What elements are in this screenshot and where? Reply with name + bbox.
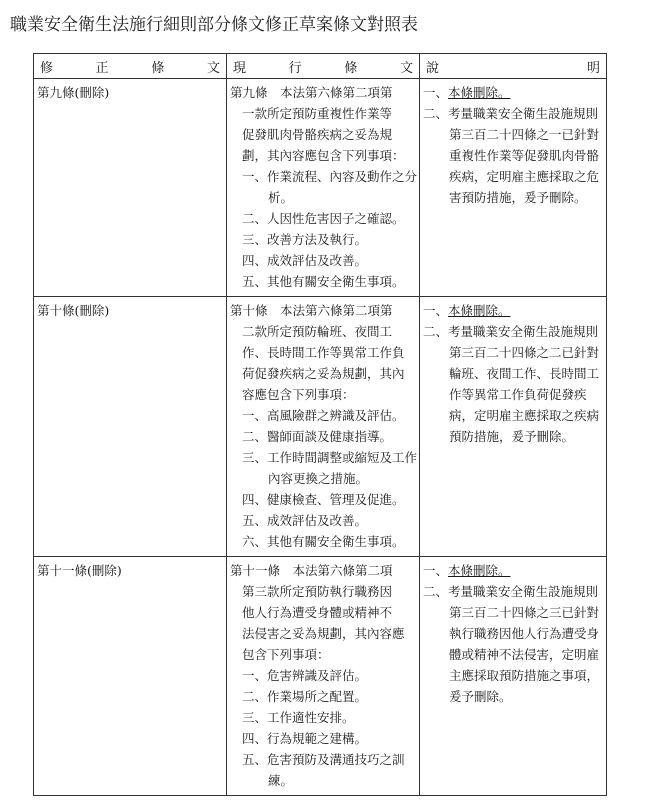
- current-item: 三、改善方法及執行。: [242, 232, 368, 247]
- note-number: 一、: [423, 563, 449, 578]
- current-item: 三、工作適性安排。: [242, 710, 355, 725]
- header-current-char: 行: [288, 60, 302, 76]
- current-item: 四、健康檢查、管理及促進。: [242, 492, 405, 507]
- current-item: 五、其他有關安全衛生事項。: [242, 274, 405, 289]
- amended-cell: [34, 79, 227, 297]
- header-amended: [34, 54, 227, 79]
- explanation-note: [423, 581, 604, 707]
- current-text-line: 第三款所定預防執行職務因: [242, 584, 393, 599]
- current-item: 一、危害辨識及評估。: [242, 668, 368, 683]
- document-title: 職業安全衛生法施行細則部分條文修正草案條文對照表: [10, 15, 418, 35]
- amended-cell: [34, 557, 227, 796]
- current-cell: [227, 557, 420, 796]
- current-item: 二、人因性危害因子之確認。: [242, 211, 405, 226]
- note-number: 二、: [423, 324, 449, 339]
- table-row: [34, 79, 607, 297]
- header-row: [34, 54, 607, 79]
- header-explanation-char: 明: [586, 60, 600, 76]
- header-amended-char: 修: [40, 60, 54, 76]
- current-cell: [227, 79, 420, 297]
- current-item: 一、作業流程、內容及動作之分析。: [242, 169, 418, 205]
- header-current: [227, 54, 420, 79]
- current-text-line: 一款所定預防重複性作業等: [242, 106, 393, 121]
- explanation-cell: [420, 79, 607, 297]
- current-item: 三、工作時間調整或縮短及工作內容更換之措施。: [242, 450, 418, 486]
- current-text-line: 第十一條 本法第六條第二項: [230, 563, 393, 578]
- header-amended-char: 正: [95, 60, 109, 76]
- note-text: 考量職業安全衛生設施規則第三百二十四條之一已針對重複性作業等促發肌肉骨骼疾病，定明雇主應採取之危害預防措施，爰予刪除。: [448, 106, 600, 205]
- current-item: 一、高風險群之辨識及評估。: [242, 408, 405, 423]
- header-current-char: 文: [399, 60, 413, 76]
- note-text: 考量職業安全衛生設施規則第三百二十四條之三已針對執行職務因他人行為遭受身體或精神不法侵害，定明雇主應採取預防措施之事項，爰予刪除。: [448, 584, 600, 704]
- current-text-line: 荷促發疾病之妥為規劃，其內: [242, 366, 405, 381]
- current-text-line: 第九條 本法第六條第二項第: [230, 85, 393, 100]
- current-text-line: 劃，其內容應包含下列事項：: [242, 148, 405, 163]
- table-row: [34, 557, 607, 796]
- current-item: 五、成效評估及改善。: [242, 513, 368, 528]
- header-current-char: 現: [233, 60, 247, 76]
- current-item: 四、行為規範之建構。: [242, 731, 368, 746]
- current-item: 六、其他有關安全衛生事項。: [242, 534, 405, 549]
- current-item: 二、作業場所之配置。: [242, 689, 368, 704]
- current-text-line: 容應包含下列事項：: [242, 387, 355, 402]
- header-current-char: 條: [344, 60, 358, 76]
- explanation-cell: [420, 557, 607, 796]
- amended-article: 第十一條(刪除): [37, 563, 122, 578]
- note-number: 一、: [423, 85, 449, 100]
- note-text: 本條刪除。: [448, 85, 511, 100]
- header-explanation: [420, 54, 607, 79]
- current-text-line: 第十條 本法第六條第二項第: [230, 303, 393, 318]
- explanation-note: [423, 300, 604, 321]
- header-explanation-char: 說: [426, 60, 440, 76]
- current-text-line: 作、長時間工作等異常工作負: [242, 345, 405, 360]
- explanation-note: [423, 103, 604, 208]
- note-number: 二、: [423, 106, 449, 121]
- amended-article: 第十條(刪除): [37, 303, 110, 318]
- table-row: [34, 297, 607, 557]
- current-item: 二、醫師面談及健康指導。: [242, 429, 393, 444]
- current-text-line: 促發肌肉骨骼疾病之妥為規: [242, 127, 393, 142]
- header-amended-char: 條: [151, 60, 165, 76]
- explanation-note: [423, 82, 604, 103]
- current-cell: [227, 297, 420, 557]
- note-text: 考量職業安全衛生設施規則第三百二十四條之二已針對輪班、夜間工作、長時間工作等異常工作負荷促發疾病，定明雇主應採取之疾病預防措施，爰予刪除。: [448, 324, 600, 444]
- header-amended-char: 文: [206, 60, 220, 76]
- current-text-line: 包含下列事項：: [242, 647, 330, 662]
- note-text: 本條刪除。: [448, 303, 511, 318]
- note-number: 二、: [423, 584, 449, 599]
- amended-cell: [34, 297, 227, 557]
- current-item: 四、成效評估及改善。: [242, 253, 368, 268]
- note-text: 本條刪除。: [448, 563, 511, 578]
- amended-article: 第九條(刪除): [37, 85, 110, 100]
- note-number: 一、: [423, 303, 449, 318]
- current-item: 五、危害預防及溝通技巧之訓練。: [242, 752, 405, 788]
- current-text-line: 法侵害之妥為規劃，其內容應: [242, 626, 405, 641]
- current-text-line: 二款所定預防輪班、夜間工: [242, 324, 393, 339]
- comparison-table: [33, 53, 607, 796]
- explanation-cell: [420, 297, 607, 557]
- current-text-line: 他人行為遭受身體或精神不: [242, 605, 393, 620]
- explanation-note: [423, 560, 604, 581]
- explanation-note: [423, 321, 604, 447]
